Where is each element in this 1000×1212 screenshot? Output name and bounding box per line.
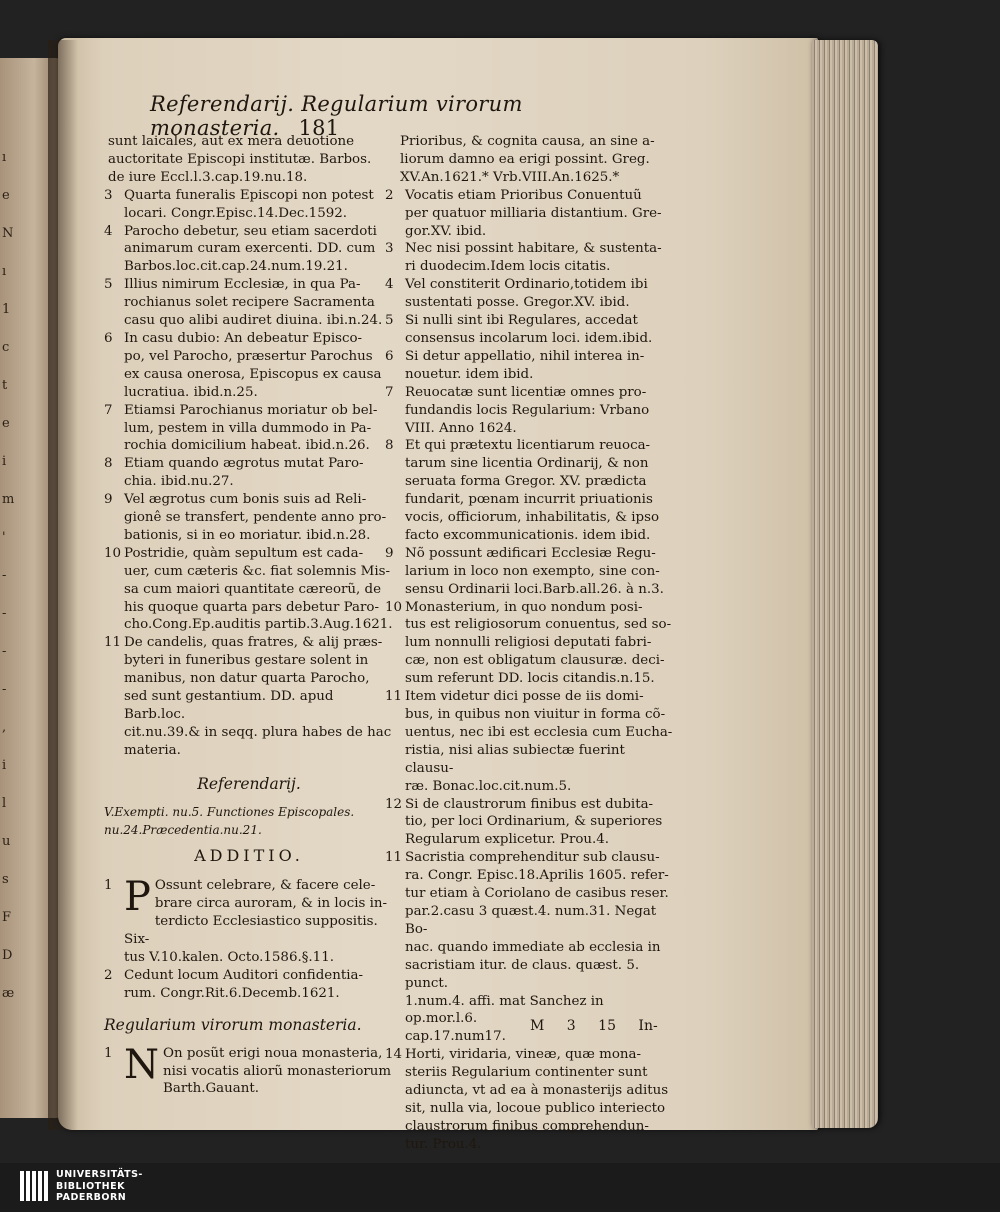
entry-number: 6	[385, 348, 394, 364]
text-line: ra. Congr. Episc.18.Aprilis 1605. refer-	[405, 868, 669, 884]
text-line: gionê se transfert, pendente anno pro-	[124, 510, 387, 526]
margin-fragment: -	[2, 606, 7, 621]
library-logo-text	[56, 1169, 143, 1204]
text-line: sensu Ordinarii loci.Barb.all.26. à n.3.	[405, 581, 664, 597]
text-line: XV.An.1621.* Vrb.VIII.An.1625.*	[400, 169, 620, 185]
text-line: Sacristia comprehenditur sub clausu-	[405, 850, 660, 866]
text-line: 1.num.4. affi. mat Sanchez in op.mor.l.6.	[405, 993, 604, 1027]
margin-fragment: F	[2, 910, 12, 925]
text-line: chia. ibid.nu.27.	[124, 474, 234, 490]
entry-number: 11	[385, 850, 403, 866]
entry-text	[405, 312, 677, 348]
entry-number: 4	[104, 223, 113, 239]
entry-number: 3	[385, 241, 394, 257]
cross-reference-text	[104, 804, 394, 840]
text-line: liorum damno ea erigi possint. Greg.	[400, 151, 650, 167]
text-line: Parocho debetur, seu etiam sacerdoti	[124, 223, 377, 239]
text-line: Nec nisi possint habitare, & sustenta-	[405, 241, 662, 257]
numbered-entry	[104, 402, 394, 456]
numbered-entry	[104, 276, 394, 330]
text-line: cit.nu.39.& in seqq. plura habes de hac	[124, 724, 392, 740]
text-line: steriis Regularium continenter sunt	[405, 1065, 648, 1081]
section-heading-additio: ADDITIO.	[194, 846, 304, 866]
text-line: seruata forma Gregor. XV. prædicta	[405, 474, 647, 490]
text-line: materia.	[124, 742, 181, 758]
entry-number: 5	[104, 277, 113, 293]
text-line: nouetur. idem ibid.	[405, 366, 534, 382]
left-text-column	[104, 133, 394, 1098]
margin-fragment: '	[2, 530, 6, 545]
margin-fragment: ı	[2, 150, 7, 165]
text-line: manibus, non datur quarta Parocho,	[124, 671, 370, 687]
book-gutter	[48, 40, 78, 1130]
entry-text	[124, 491, 394, 545]
drop-capital: P	[124, 874, 151, 921]
text-line: Reuocatæ sunt licentiæ omnes pro-	[405, 384, 647, 400]
numbered-entry	[385, 384, 677, 438]
text-line: Barbos.loc.cit.cap.24.num.19.21.	[124, 259, 348, 275]
text-line: bationis, si in eo moriatur. ibid.n.28.	[124, 527, 371, 543]
text-line: lum nonnulli religiosi deputati fabri-	[405, 635, 652, 651]
margin-fragment: i	[2, 454, 7, 469]
text-line: tarum sine licentia Ordinarij, & non	[405, 456, 649, 472]
text-line: Etiamsi Parochianus moriatur ob bel-	[124, 402, 378, 418]
text-line: animarum curam exercenti. DD. cum	[124, 241, 376, 257]
text-line: nac. quando immediate ab ecclesia in	[405, 939, 661, 955]
page-edges	[812, 40, 878, 1128]
entry-number: 10	[104, 545, 122, 561]
numbered-entry	[104, 1041, 394, 1099]
text-line: rochia domicilium habeat. ibid.n.26.	[124, 438, 370, 454]
text-line: auctoritate Episcopi institutæ. Barbos.	[108, 151, 372, 167]
text-line: cho.Cong.Ep.auditis partib.3.Aug.1621.	[124, 617, 393, 633]
entry-number: 9	[385, 545, 394, 561]
text-line: per quatuor milliaria distantium. Gre-	[405, 205, 662, 221]
entry-number: 6	[104, 330, 113, 346]
text-line: Barth.Gauant.	[163, 1081, 260, 1097]
logo-line-2: BIBLIOTHEK	[56, 1180, 125, 1192]
text-line: sa cum maiori quantitate cæreorũ, de	[124, 581, 382, 597]
text-line: On posũt erigi noua monasteria,	[163, 1045, 383, 1061]
numbered-entry	[385, 688, 677, 795]
text-line: de iure Eccl.l.3.cap.19.nu.18.	[108, 169, 308, 185]
entry-text	[405, 796, 677, 850]
numbered-entry	[104, 545, 394, 635]
text-line: sustentati posse. Gregor.XV. ibid.	[405, 295, 630, 311]
entry-text	[124, 455, 394, 491]
text-line: nu.24.Præcedentia.nu.21.	[104, 822, 262, 837]
text-line: sum referunt DD. locis citandis.n.15.	[405, 671, 655, 687]
logo-line-1: UNIVERSITÄTS-	[56, 1169, 143, 1180]
text-line: Illius nimirum Ecclesiæ, in qua Pa-	[124, 277, 361, 293]
text-line: po, vel Parocho, præsertur Parochus	[124, 348, 373, 364]
text-line: ri duodecim.Idem locis citatis.	[405, 259, 611, 275]
entry-number: 3	[104, 187, 113, 203]
library-logo-icon	[20, 1171, 48, 1201]
running-title: Referendarij. Regularium virorum monasteria.	[150, 92, 523, 140]
text-line: cap.17.num17.	[405, 1029, 506, 1045]
entry-number: 10	[385, 599, 403, 615]
drop-capital: N	[124, 1041, 159, 1088]
text-line: Si nulli sint ibi Regulares, accedat	[405, 313, 638, 329]
entry-text	[124, 330, 394, 402]
entry-number: 8	[385, 438, 394, 454]
margin-fragment: l	[2, 796, 7, 811]
text-line: fundarit, pœnam incurrit priuationis	[405, 492, 653, 508]
text-line: tur etiam à Coriolano de casibus reser.	[405, 886, 669, 902]
text-line: Et qui prætextu licentiarum reuoca-	[405, 438, 651, 454]
text-line: par.2.casu 3 quæst.4. num.31. Negat Bo-	[405, 903, 657, 937]
right-text-column	[385, 133, 677, 1154]
entry-text	[124, 545, 394, 635]
margin-fragment: t	[2, 378, 8, 393]
numbered-entry	[385, 796, 677, 850]
text-line: facto excommunicationis. idem ibid.	[405, 527, 651, 543]
page-number: 181	[298, 116, 340, 140]
numbered-entry	[385, 1046, 677, 1153]
section-heading-monasteria: Regularium virorum monasteria.	[104, 1015, 362, 1034]
text-line: Postridie, quàm sepultum est cada-	[124, 545, 364, 561]
text-line: claustrorum finibus comprehendun-	[405, 1118, 649, 1134]
entry-text	[124, 402, 394, 456]
margin-fragment: D	[2, 948, 13, 963]
text-line: casu quo alibi audiret diuina. ibi.n.24.	[124, 313, 383, 329]
entry-number: 12	[385, 796, 403, 812]
text-line: tus V.10.kalen. Octo.1586.§.11.	[124, 949, 334, 965]
margin-fragment: i	[2, 758, 7, 773]
numbered-entry	[385, 240, 677, 276]
text-line: tus est religiosorum conuentus, sed so-	[405, 617, 672, 633]
text-line: Vocatis etiam Prioribus Conuentuũ	[405, 187, 642, 203]
margin-fragment: e	[2, 416, 10, 431]
text-line: Si de claustrorum finibus est dubita-	[405, 796, 654, 812]
numbered-entry	[104, 455, 394, 491]
text-line: V.Exempti. nu.5. Functiones Episcopales.	[104, 804, 355, 819]
entry-text	[405, 849, 677, 1046]
text-line: vocis, officiorum, inhabilitatis, & ipso	[405, 510, 660, 526]
entry-text	[405, 599, 677, 689]
entry-text	[405, 437, 677, 544]
text-line: VIII. Anno 1624.	[405, 420, 517, 436]
text-line: ræ. Bonac.loc.cit.num.5.	[405, 778, 572, 794]
text-line: In casu dubio: An debeatur Episco-	[124, 330, 363, 346]
text-line: rum. Congr.Rit.6.Decemb.1621.	[124, 985, 340, 1001]
section-heading-referendarij: Referendarij.	[197, 774, 301, 793]
margin-fragment: u	[2, 834, 11, 849]
margin-fragment: e	[2, 188, 10, 203]
margin-fragment: æ	[2, 986, 15, 1001]
margin-fragment: 1	[2, 302, 11, 317]
text-line: ex causa onerosa, Episcopus ex causa	[124, 366, 382, 382]
text-line: Etiam quando ægrotus mutat Paro-	[124, 456, 364, 472]
text-line: lum, pestem in villa dummodo in Pa-	[124, 420, 372, 436]
text-line: Quarta funeralis Episcopi non potest	[124, 187, 374, 203]
text-line: locari. Congr.Episc.14.Dec.1592.	[124, 205, 348, 221]
entry-number: 14	[385, 1047, 403, 1063]
entry-number: 1	[104, 878, 113, 894]
entry-number: 9	[104, 492, 113, 508]
text-line: rochianus solet recipere Sacramenta	[124, 295, 375, 311]
numbered-entry	[104, 330, 394, 402]
text-line: Regularum explicetur. Prou.4.	[405, 832, 610, 848]
numbered-entry	[385, 348, 677, 384]
entry-text	[124, 223, 394, 277]
numbered-entry	[385, 545, 677, 599]
text-line: Ossunt celebrare, & facere cele-	[154, 878, 376, 894]
text-line: tio, per loci Ordinarium, & superiores	[405, 814, 663, 830]
text-line: Horti, viridaria, vineæ, quæ mona-	[405, 1047, 642, 1063]
text-line: uentus, nec ibi est ecclesia cum Eucha-	[405, 724, 673, 740]
text-line: adiuncta, vt ad ea à monasterijs aditus	[405, 1083, 669, 1099]
text-line: Nõ possunt ædificari Ecclesiæ Regu-	[405, 545, 656, 561]
text-line: Vel constiterit Ordinario,totidem ibi	[405, 277, 648, 293]
numbered-entry	[104, 223, 394, 277]
margin-fragment: m	[2, 492, 15, 507]
margin-fragment: -	[2, 644, 7, 659]
entry-text	[405, 187, 677, 241]
entry-text	[124, 187, 394, 223]
text-line: uer, cum cæteris &c. fiat solemnis Mis-	[124, 563, 391, 579]
text-line: De candelis, quas fratres, & alij præs-	[124, 635, 383, 651]
numbered-entry	[104, 967, 394, 1003]
text-line: gor.XV. ibid.	[405, 223, 487, 239]
text-line: Si detur appellatio, nihil interea in-	[405, 348, 645, 364]
margin-fragment: -	[2, 682, 7, 697]
text-line: Prioribus, & cognita causa, an sine a-	[400, 134, 655, 149]
numbered-entry	[104, 187, 394, 223]
numbered-entry	[385, 437, 677, 544]
page-footer	[530, 1018, 658, 1034]
text-line: Vel ægrotus cum bonis suis ad Reli-	[124, 492, 367, 508]
text-line: terdicto Ecclesiastico suppositis. Six-	[124, 914, 378, 948]
signature-mark: M 3	[530, 1018, 576, 1034]
text-line: consensus incolarum loci. idem.ibid.	[405, 330, 653, 346]
text-line: his quoque quarta pars debetur Paro-	[124, 599, 379, 615]
entry-text	[405, 276, 677, 312]
continuation-text	[385, 133, 677, 187]
text-line: sunt laicales, aut ex mera deuotione	[108, 134, 355, 149]
catchword: 15 In-	[598, 1018, 658, 1034]
entry-number: 5	[385, 313, 394, 329]
entry-text	[124, 634, 394, 759]
entry-text	[405, 688, 677, 795]
entry-number: 1	[104, 1045, 113, 1061]
text-line: nisi vocatis aliorũ monasteriorum	[163, 1063, 392, 1079]
text-line: bus, in quibus non viuitur in forma cõ-	[405, 707, 666, 722]
entry-number: 2	[385, 187, 394, 203]
text-line: sacristiam itur. de claus. quæst. 5. punct.	[405, 957, 640, 991]
text-line: Item videtur dici posse de iis domi-	[405, 689, 644, 705]
entry-number: 7	[385, 384, 394, 400]
text-line: Cedunt locum Auditori confidentia-	[124, 967, 363, 983]
margin-fragment: -	[2, 568, 7, 583]
entry-text	[124, 967, 394, 1003]
text-line: sed sunt gestantium. DD. apud Barb.loc.	[124, 689, 334, 722]
entry-number: 7	[104, 402, 113, 418]
margin-fragment: N	[2, 226, 14, 241]
entry-number: 2	[104, 967, 113, 983]
numbered-entry	[385, 187, 677, 241]
numbered-entry	[385, 312, 677, 348]
entry-text	[405, 348, 677, 384]
margin-fragment: c	[2, 340, 10, 355]
numbered-entry	[104, 491, 394, 545]
numbered-entry	[104, 634, 394, 759]
entry-text	[124, 1041, 394, 1099]
entry-text	[405, 384, 677, 438]
margin-fragment: s	[2, 872, 9, 887]
entry-number: 8	[104, 456, 113, 472]
text-line: tur. Prou.4.	[405, 1136, 482, 1152]
continuation-text	[104, 133, 394, 187]
text-line: lucratiua. ibid.n.25.	[124, 384, 258, 400]
numbered-entry	[385, 849, 677, 1046]
entry-number: 11	[385, 689, 403, 705]
entry-text	[405, 240, 677, 276]
logo-line-3: PADERBORN	[56, 1192, 127, 1203]
text-line: sit, nulla via, locoue publico interiecto	[405, 1100, 666, 1116]
margin-fragment: ı	[2, 264, 7, 279]
entry-text	[405, 545, 677, 599]
text-line: brare circa auroram, & in locis in-	[154, 896, 388, 912]
text-line: Monasterium, in quo nondum posi-	[405, 599, 643, 615]
text-line: ristia, nisi alias subiectæ fuerint clausu-	[405, 742, 625, 776]
entry-number: 11	[104, 635, 122, 651]
entry-number: 4	[385, 277, 394, 293]
text-line: fundandis locis Regularium: Vrbano	[405, 402, 650, 418]
text-line: larium in loco non exempto, sine con-	[405, 563, 660, 579]
entry-text	[405, 1046, 677, 1153]
margin-fragment: ,	[2, 720, 7, 735]
text-line: byteri in funeribus gestare solent in	[124, 653, 369, 669]
numbered-entry	[385, 276, 677, 312]
entry-text	[124, 874, 394, 967]
numbered-entry	[385, 599, 677, 689]
text-line: cæ, non est obligatum clausuræ. deci-	[405, 653, 665, 669]
library-logo-bar	[0, 1163, 1000, 1212]
numbered-entry	[104, 874, 394, 967]
entry-text	[124, 276, 394, 330]
